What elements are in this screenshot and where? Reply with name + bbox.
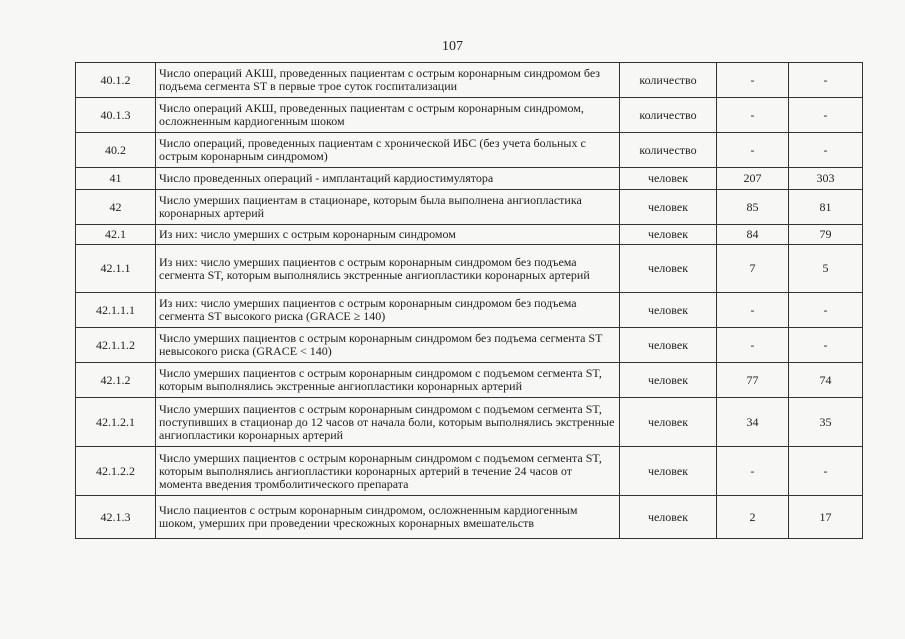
statistics-table — [75, 62, 863, 539]
table-row — [76, 245, 863, 293]
row-value-2: - — [789, 447, 863, 496]
row-value-1: - — [717, 98, 789, 133]
row-value-1: 207 — [717, 168, 789, 190]
table-row — [76, 133, 863, 168]
page-number: 107 — [442, 39, 463, 54]
row-unit: человек — [620, 293, 717, 328]
row-description: Число операций АКШ, проведенных пациентам с острым коронарным синдромом, осложненным кардиогенным шоком — [156, 98, 620, 133]
row-value-1: 34 — [717, 398, 789, 447]
row-unit: количество — [620, 133, 717, 168]
row-value-1: - — [717, 328, 789, 363]
row-code: 40.2 — [76, 133, 156, 168]
row-value-2: 74 — [789, 363, 863, 398]
row-description: Число умерших пациентов с острым коронарным синдромом без подъема сегмента ST невысокого риска (GRACE < 140) — [156, 328, 620, 363]
row-value-1: - — [717, 63, 789, 98]
row-description: Число проведенных операций - имплантаций кардиостимулятора — [156, 168, 620, 190]
row-value-1: 84 — [717, 225, 789, 245]
row-description: Число пациентов с острым коронарным синдромом, осложненным кардиогенным шоком, умерших при проведении чрескожных коронарных вмешательств — [156, 496, 620, 539]
table-row — [76, 496, 863, 539]
row-value-1: 85 — [717, 190, 789, 225]
table-row — [76, 328, 863, 363]
row-description: Число операций, проведенных пациентам с хронической ИБС (без учета больных с острым коронарным синдромом) — [156, 133, 620, 168]
row-description: Число умерших пациентам в стационаре, которым была выполнена ангиопластика коронарных артерий — [156, 190, 620, 225]
row-code: 42.1.2.1 — [76, 398, 156, 447]
row-unit: человек — [620, 168, 717, 190]
row-unit: человек — [620, 363, 717, 398]
row-description: Число умерших пациентов с острым коронарным синдромом с подъемом сегмента ST, которым выполнялись ангиопластики коронарных артерий в течение 24 часов от момента введения тромболитического препарата — [156, 447, 620, 496]
table-row — [76, 168, 863, 190]
table-row — [76, 447, 863, 496]
table-row — [76, 398, 863, 447]
row-code: 42.1.1.1 — [76, 293, 156, 328]
row-code: 41 — [76, 168, 156, 190]
row-description: Число операций АКШ, проведенных пациентам с острым коронарным синдромом без подъема сегмента ST в первые трое суток госпитализации — [156, 63, 620, 98]
row-value-1: 7 — [717, 245, 789, 293]
row-value-1: - — [717, 293, 789, 328]
row-value-1: 2 — [717, 496, 789, 539]
row-code: 40.1.3 — [76, 98, 156, 133]
row-code: 42 — [76, 190, 156, 225]
row-unit: количество — [620, 98, 717, 133]
row-unit: человек — [620, 496, 717, 539]
row-code: 42.1.2.2 — [76, 447, 156, 496]
row-unit: человек — [620, 225, 717, 245]
row-description: Из них: число умерших с острым коронарным синдромом — [156, 225, 620, 245]
row-code: 42.1.1 — [76, 245, 156, 293]
row-value-2: - — [789, 133, 863, 168]
row-unit: количество — [620, 63, 717, 98]
table-row — [76, 293, 863, 328]
table-row — [76, 363, 863, 398]
row-code: 42.1.3 — [76, 496, 156, 539]
row-value-2: - — [789, 293, 863, 328]
table-row — [76, 225, 863, 245]
row-unit: человек — [620, 447, 717, 496]
row-description: Из них: число умерших пациентов с острым коронарным синдромом без подъема сегмента ST высокого риска (GRACE ≥ 140) — [156, 293, 620, 328]
row-description: Из них: число умерших пациентов с острым коронарным синдромом без подъема сегмента ST, которым выполнялись экстренные ангиопластики коронарных артерий — [156, 245, 620, 293]
row-code: 42.1.2 — [76, 363, 156, 398]
table-row — [76, 190, 863, 225]
row-value-2: - — [789, 98, 863, 133]
row-value-2: 5 — [789, 245, 863, 293]
row-unit: человек — [620, 398, 717, 447]
row-value-2: 303 — [789, 168, 863, 190]
row-code: 40.1.2 — [76, 63, 156, 98]
row-value-2: - — [789, 63, 863, 98]
table-row — [76, 63, 863, 98]
row-description: Число умерших пациентов с острым коронарным синдромом с подъемом сегмента ST, которым выполнялись экстренные ангиопластики коронарных артерий — [156, 363, 620, 398]
row-unit: человек — [620, 190, 717, 225]
row-value-2: 35 — [789, 398, 863, 447]
row-value-2: 81 — [789, 190, 863, 225]
row-value-2: 79 — [789, 225, 863, 245]
row-value-1: 77 — [717, 363, 789, 398]
row-code: 42.1 — [76, 225, 156, 245]
row-code: 42.1.1.2 — [76, 328, 156, 363]
row-unit: человек — [620, 328, 717, 363]
row-value-1: - — [717, 447, 789, 496]
row-unit: человек — [620, 245, 717, 293]
row-value-1: - — [717, 133, 789, 168]
row-value-2: - — [789, 328, 863, 363]
row-description: Число умерших пациентов с острым коронарным синдромом с подъемом сегмента ST, поступивших в стационар до 12 часов от начала боли, которым выполнялись экстренные ангиопластики коронарных артерий — [156, 398, 620, 447]
row-value-2: 17 — [789, 496, 863, 539]
table-row — [76, 98, 863, 133]
